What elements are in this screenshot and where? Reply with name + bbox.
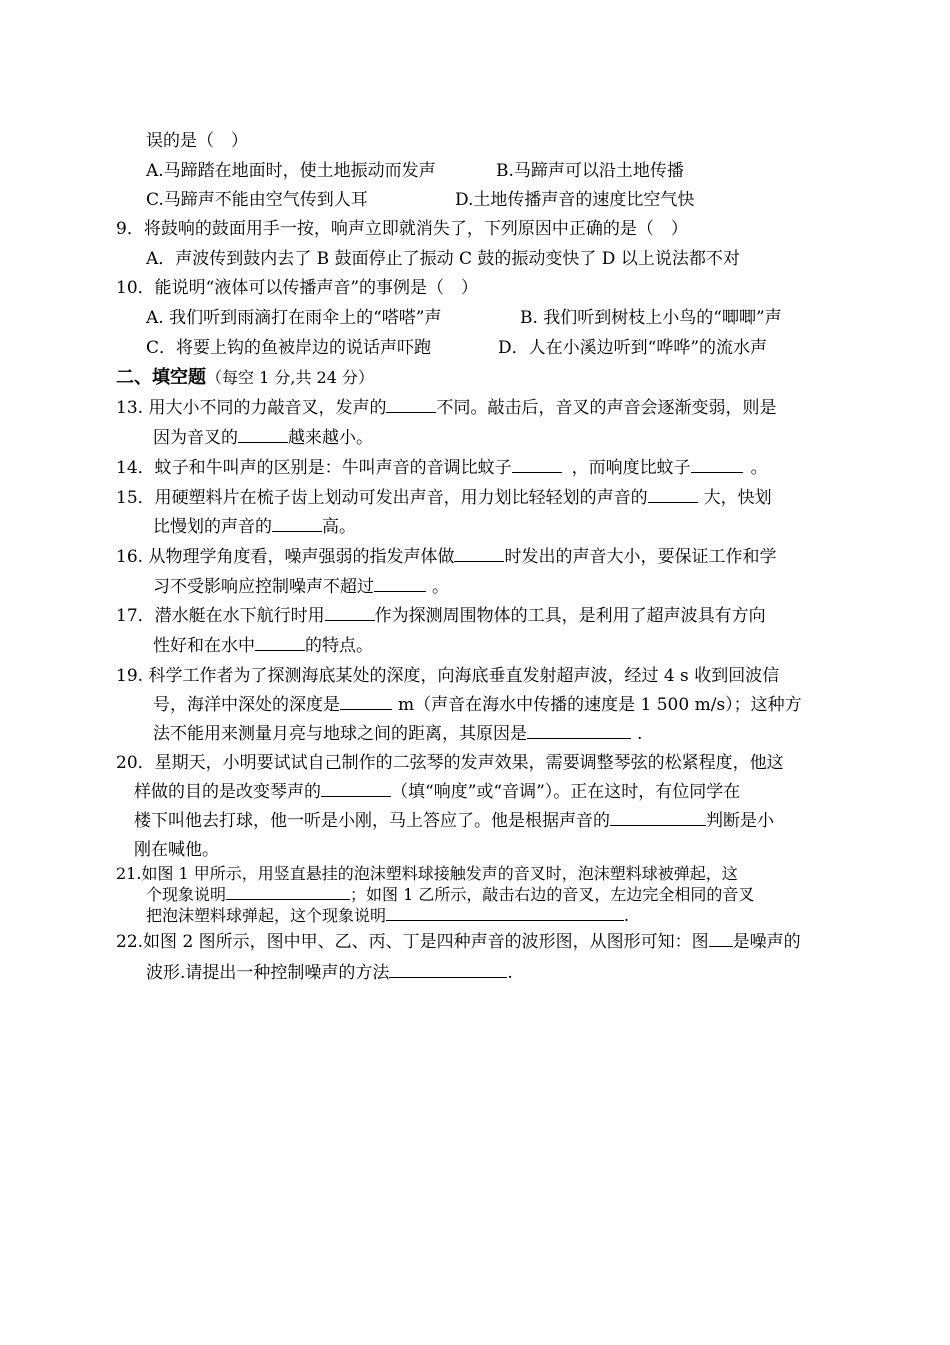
- q20-blank-1[interactable]: [321, 781, 391, 797]
- q22-text-1: 22.如图 2 图所示，图中甲、乙、丙、丁是四种声音的波形图，从图形可知：图: [116, 932, 709, 952]
- q10-option-c: C．将要上钩的鱼被岸边的说话声吓跑: [146, 338, 432, 358]
- q8-option-a: A.马蹄踏在地面时，使土地振动而发声: [146, 161, 436, 181]
- q13-text-3: 因为音叉的: [153, 428, 238, 448]
- q16-text-2: 时发出的声音大小，要保证工作和学: [504, 547, 777, 567]
- q13-blank-1[interactable]: [386, 397, 436, 413]
- q21-line-3: [146, 906, 629, 926]
- q10-option-b: B. 我们听到树枝上小鸟的“唧唧”声: [520, 308, 782, 328]
- q19-text-5: .: [637, 724, 643, 744]
- q15-line-1: [116, 487, 772, 509]
- q10-option-d: D．人在小溪边听到“哗哗”的流水声: [498, 338, 768, 358]
- q9-options: A．声波传到鼓内去了 B 鼓面停止了振动 C 鼓的振动变快了 D 以上说法都不对: [146, 249, 740, 269]
- q20-text-3: （填“响度”或“音调”）。正在这时，有位同学在: [391, 782, 741, 802]
- q19-line-2: [153, 694, 802, 716]
- q10-stem: 10．能说明“液体可以传播声音”的事例是（ ）: [116, 278, 479, 298]
- q20-text-4: 楼下叫他去打球，他一听是小刚，马上答应了。他是根据声音的: [134, 811, 610, 831]
- q8-option-d: D.土地传播声音的速度比空气快: [455, 190, 695, 210]
- q20-line-2: [134, 781, 740, 803]
- q8-stem-tail: 误的是（ ）: [146, 131, 248, 151]
- q17-line-2: [153, 635, 373, 657]
- q10-option-a: A. 我们听到雨滴打在雨伞上的“嗒嗒”声: [146, 308, 442, 328]
- q13-text-1: 13. 用大小不同的力敲音叉，发声的: [116, 398, 387, 418]
- q13-text-2: 不同。敲击后，音叉的声音会逐渐变弱，则是: [436, 398, 777, 418]
- q20-blank-2[interactable]: [610, 810, 706, 826]
- q16-text-4: 。: [432, 577, 449, 597]
- q19-blank-1[interactable]: [340, 694, 392, 710]
- q16-line-2: [153, 576, 449, 598]
- q14-text-3: 。: [750, 458, 768, 478]
- q17-blank-1[interactable]: [325, 605, 375, 621]
- q15-text-3: 比慢划的声音的: [153, 517, 272, 537]
- q22-blank-2[interactable]: [389, 962, 507, 978]
- q21-line-1: [116, 864, 738, 884]
- q13-line-2: [153, 427, 373, 449]
- q21-line-2: [146, 885, 754, 905]
- q19-line-1: [116, 665, 779, 687]
- q21-text-5: .: [624, 906, 630, 925]
- q22-line-1: [116, 931, 801, 953]
- q19-text-4: 法不能用来测量月亮与地球之间的距离，其原因是: [153, 724, 527, 744]
- q22-text-2: 是噪声的: [732, 932, 801, 952]
- q17-text-3: 性好和在水中: [153, 636, 255, 656]
- q21-text-4: 把泡沫塑料球弹起，这个现象说明: [146, 906, 387, 925]
- q21-blank-1[interactable]: [226, 885, 350, 900]
- q14-line: [116, 457, 768, 479]
- q21-text-2: 个现象说明: [146, 885, 227, 904]
- q17-text-4: 的特点。: [305, 636, 373, 656]
- q20-text-2: 样做的目的是改变琴声的: [134, 782, 321, 802]
- q15-line-2: [153, 516, 356, 538]
- q16-blank-1[interactable]: [454, 546, 504, 562]
- q16-blank-2[interactable]: [374, 576, 426, 592]
- section-title: 二、填空题: [116, 367, 206, 388]
- q16-line-1: [116, 546, 776, 568]
- q16-text-3: 习不受影响应控制噪声不超过: [153, 577, 374, 597]
- q20-line-4: [134, 839, 219, 861]
- q21-blank-2[interactable]: [386, 906, 624, 921]
- section-note: （每空 1 分,共 24 分）: [206, 368, 374, 387]
- q19-text-3: m（声音在海水中传播的速度是 1 500 m/s）；这种方: [398, 695, 802, 715]
- q17-line-1: [116, 605, 766, 627]
- q19-text-2: 号，海洋中深处的深度是: [153, 695, 340, 715]
- q14-blank-2[interactable]: [691, 457, 743, 473]
- q20-line-1: [116, 752, 784, 774]
- q19-text-1: 19. 科学工作者为了探测海底某处的深度，向海底垂直发射超声波，经过 4 s 收到回波信: [116, 666, 780, 686]
- q22-text-3: 波形.请提出一种控制噪声的方法: [146, 963, 390, 983]
- q15-text-4: 高。: [322, 517, 356, 537]
- q21-text-3: ；如图 1 乙所示，敲击右边的音叉，左边完全相同的音叉: [350, 885, 755, 904]
- q15-text-1: 15．用硬塑料片在梳子齿上划动可发出声音，用力划比轻轻划的声音的: [116, 488, 648, 508]
- q17-blank-2[interactable]: [255, 635, 305, 651]
- q14-text-1: 14．蚊子和牛叫声的区别是：牛叫声音的音调比蚊子: [116, 458, 512, 478]
- q9-stem: 9．将鼓响的鼓面用手一按，响声立即就消失了，下列原因中正确的是（ ）: [116, 219, 688, 239]
- q17-text-1: 17．潜水艇在水下航行时用: [116, 606, 325, 626]
- q21-text-1: 21.如图 1 甲所示，用竖直悬挂的泡沫塑料球接触发声的音叉时，泡沫塑料球被弹起，这: [116, 864, 738, 883]
- q8-option-c: C.马蹄声不能由空气传到人耳: [146, 190, 368, 210]
- q17-text-2: 作为探测周围物体的工具，是利用了超声波具有方向: [374, 606, 766, 626]
- q14-blank-1[interactable]: [512, 457, 562, 473]
- q20-line-3: [134, 810, 774, 832]
- q13-blank-2[interactable]: [238, 427, 288, 443]
- q15-blank-2[interactable]: [272, 516, 322, 532]
- q20-text-5: 判断是小: [706, 811, 774, 831]
- q15-blank-1[interactable]: [648, 487, 698, 503]
- q13-text-4: 越来越小。: [288, 428, 373, 448]
- q15-text-2: 大，快划: [703, 488, 772, 508]
- q20-text-6: 刚在喊他。: [134, 840, 219, 860]
- q20-text-1: 20．星期天，小明要试试自己制作的二弦琴的发声效果，需要调整琴弦的松紧程度，他这: [116, 753, 784, 773]
- q22-blank-1[interactable]: [709, 931, 733, 947]
- q14-text-2: ，而响度比蚊子: [571, 458, 691, 478]
- section-heading: [116, 367, 374, 389]
- q8-option-b: B.马蹄声可以沿土地传播: [496, 161, 684, 181]
- q13-line-1: [116, 397, 776, 419]
- q19-line-3: [153, 723, 642, 745]
- q19-blank-2[interactable]: [527, 723, 631, 739]
- q16-text-1: 16. 从物理学角度看，噪声强弱的指发声体做: [116, 547, 455, 567]
- q22-text-4: .: [507, 963, 513, 983]
- q22-line-2: [146, 962, 513, 984]
